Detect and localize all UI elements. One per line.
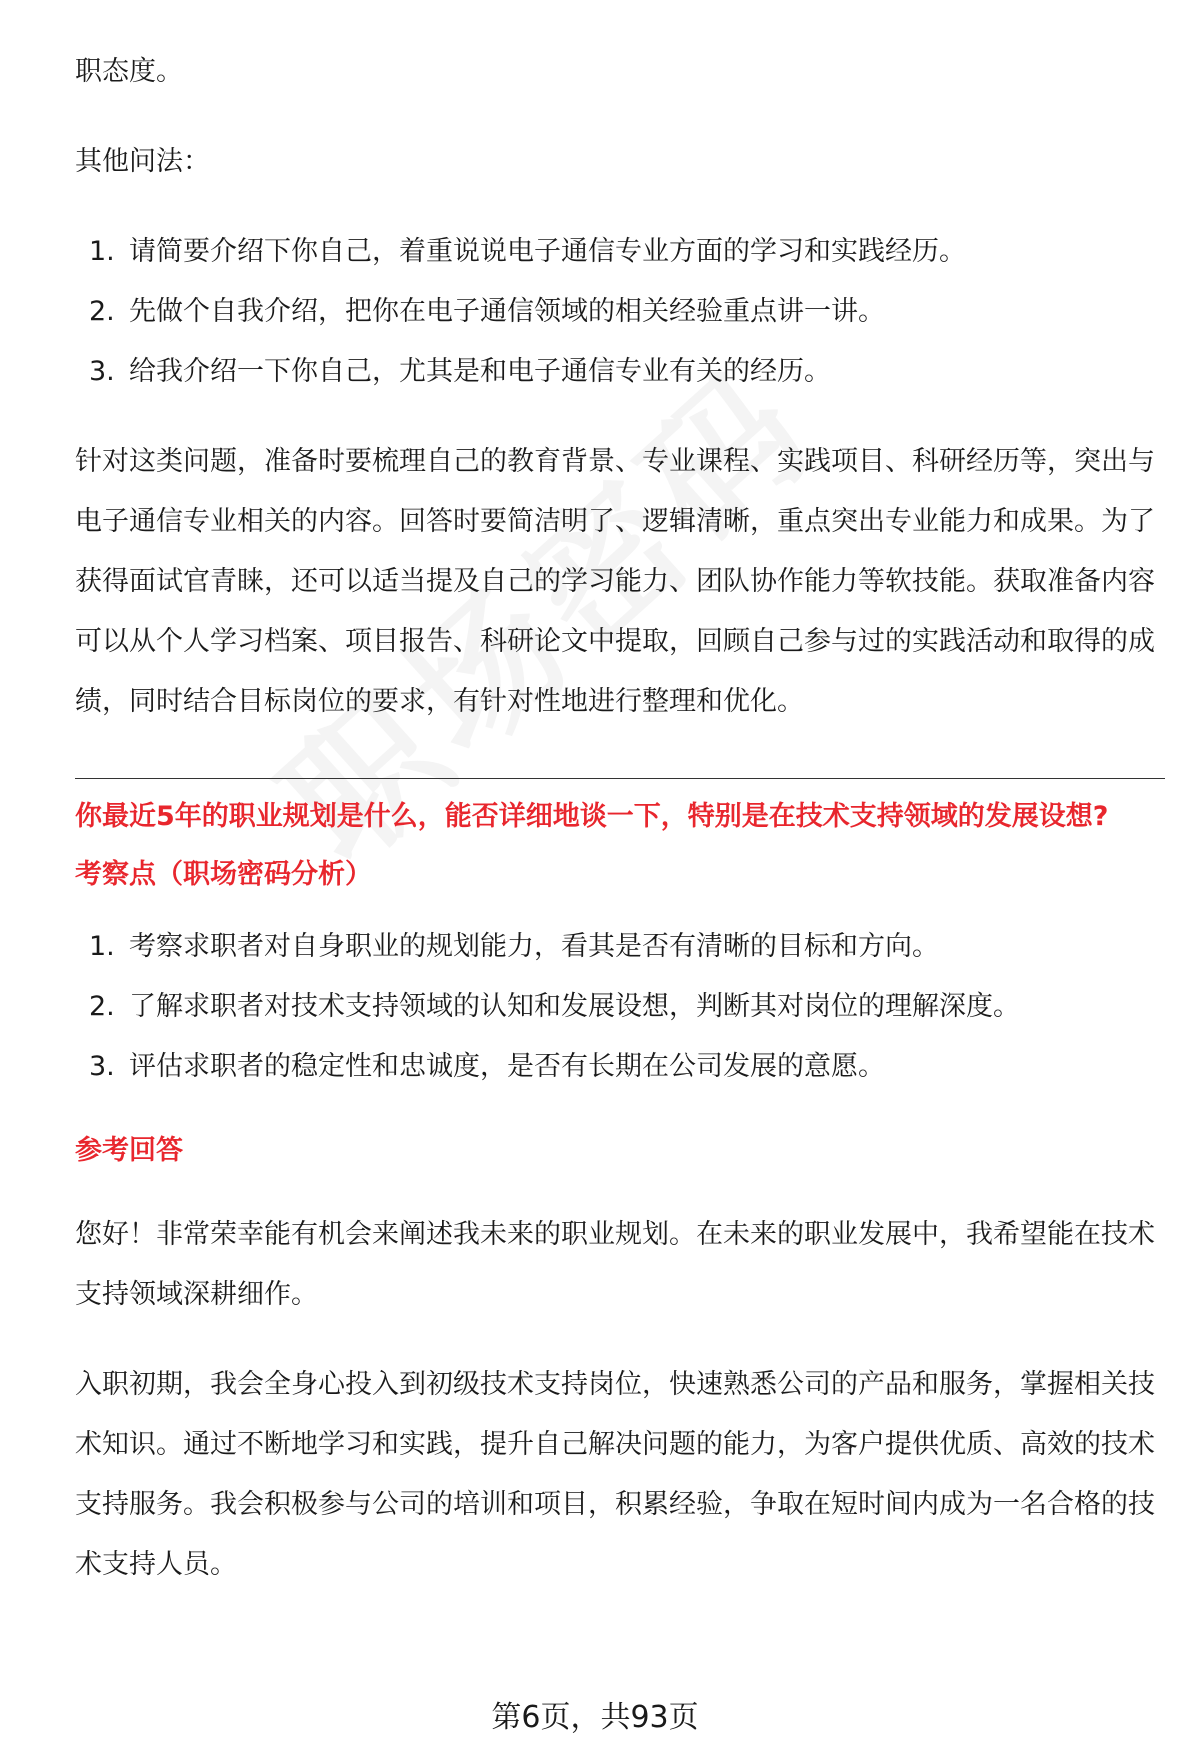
list-item <box>75 222 1165 282</box>
list-number: 2. <box>89 991 115 1022</box>
list-item-text: 请简要介绍下你自己，着重说说电子通信专业方面的学习和实践经历。 <box>129 236 966 267</box>
list-item <box>75 917 1165 977</box>
list-item-text: 给我介绍一下你自己，尤其是和电子通信专业有关的经历。 <box>129 356 831 387</box>
list-item <box>75 977 1165 1037</box>
list-item-text: 了解求职者对技术支持领域的认知和发展设想，判断其对岗位的理解深度。 <box>129 991 1020 1022</box>
intro-tail-text: 职态度。 <box>75 56 183 87</box>
list-number: 2. <box>89 296 115 327</box>
list-item <box>75 342 1165 402</box>
prep-advice-paragraph: 针对这类问题，准备时要梳理自己的教育背景、专业课程、实践项目、科研经历等，突出与电子通信专业相关的内容。回答时要简洁明了、逻辑清晰，重点突出专业能力和成果。为了获得面试官青睐，还可以适当提及自己的学习能力、团队协作能力等软技能。获取准备内容可以从个人学习档案、项目报告、科研论文中提取，回顾自己参与过的实践活动和取得的成绩，同时结合目标岗位的要求，有针对性地进行整理和优化。 <box>75 446 1155 717</box>
list-item <box>75 282 1165 342</box>
list-item <box>75 1037 1165 1097</box>
list-item-text: 先做个自我介绍，把你在电子通信领域的相关经验重点讲一讲。 <box>129 296 885 327</box>
list-item-text: 考察求职者对自身职业的规划能力，看其是否有清晰的目标和方向。 <box>129 931 939 962</box>
list-number: 3. <box>89 1051 115 1082</box>
question-title: 你最近5年的职业规划是什么，能否详细地谈一下，特别是在技术支持领域的发展设想? <box>75 801 1109 832</box>
answer-paragraph: 入职初期，我会全身心投入到初级技术支持岗位，快速熟悉公司的产品和服务，掌握相关技术知识。通过不断地学习和实践，提升自己解决问题的能力，为客户提供优质、高效的技术支持服务。我会积极参与公司的培训和项目，积累经验，争取在短时间内成为一名合格的技术支持人员。 <box>75 1369 1155 1580</box>
page-footer: 第6页，共93页 <box>491 1700 699 1735</box>
list-number: 3. <box>89 356 115 387</box>
list-number: 1. <box>89 931 115 962</box>
list-item-text: 评估求职者的稳定性和忠诚度，是否有长期在公司发展的意愿。 <box>129 1051 885 1082</box>
answer-paragraph: 您好！非常荣幸能有机会来阐述我未来的职业规划。在未来的职业发展中，我希望能在技术支持领域深耕细作。 <box>75 1219 1155 1310</box>
page-content <box>75 42 1165 1595</box>
other-questions-list <box>75 222 1165 402</box>
answer-heading: 参考回答 <box>75 1135 183 1166</box>
focus-heading: 考察点（职场密码分析） <box>75 859 372 890</box>
list-number: 1. <box>89 236 115 267</box>
other-questions-label: 其他问法： <box>75 146 210 177</box>
section-divider <box>75 778 1165 779</box>
focus-points-list <box>75 917 1165 1097</box>
